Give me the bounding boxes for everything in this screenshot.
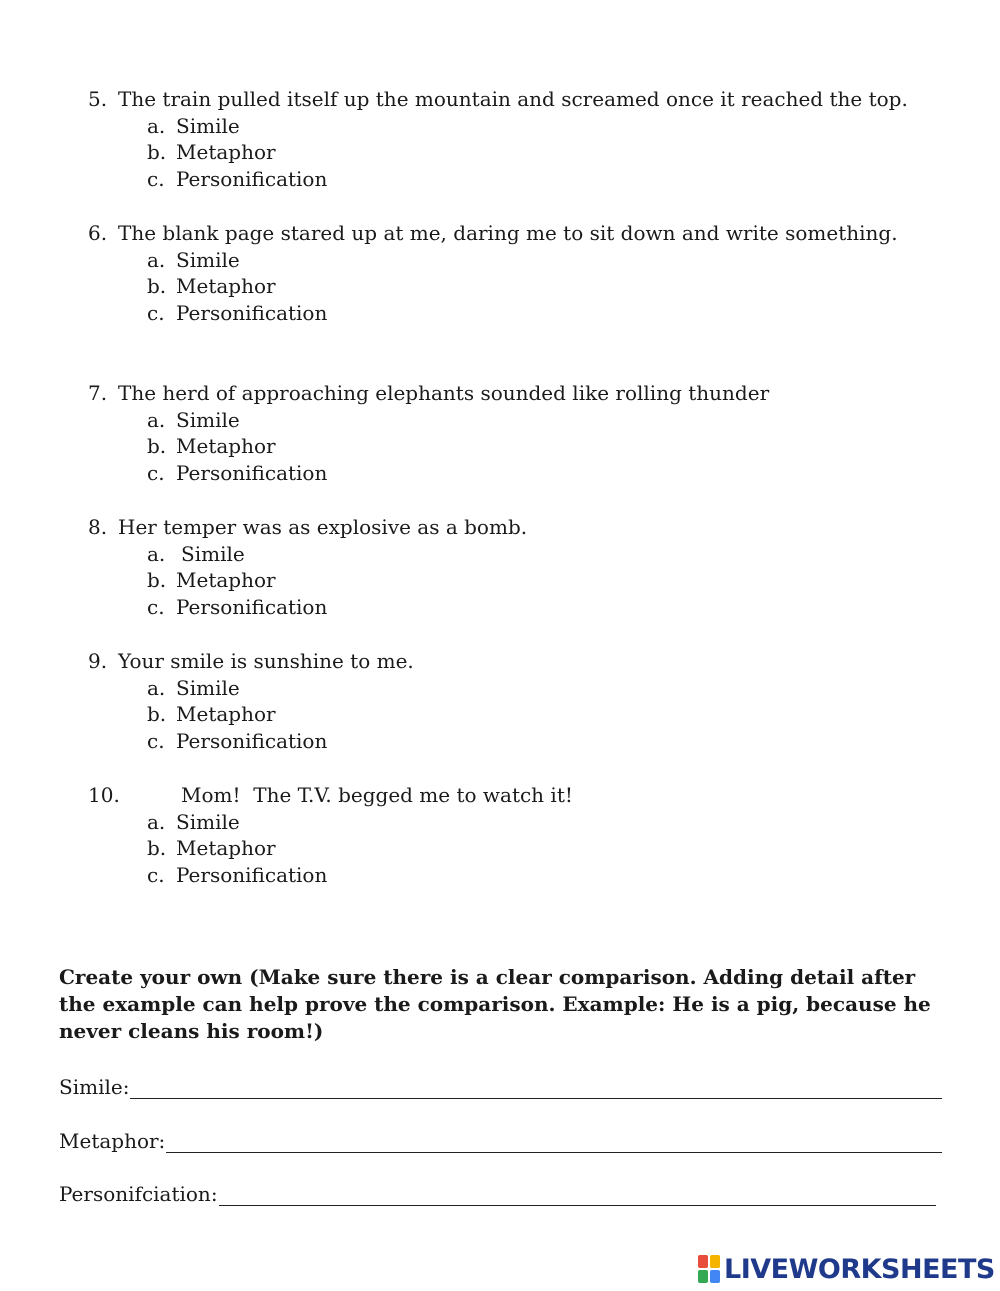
option-letter: b.: [147, 140, 167, 165]
option-label: Simile: [176, 113, 240, 138]
logo-text: LIVEWORKSHEETS: [724, 1253, 995, 1285]
option-letter: c.: [147, 167, 165, 192]
option-b[interactable]: [0, 701, 1000, 728]
option-a[interactable]: [0, 541, 1000, 568]
option-c[interactable]: [0, 300, 1000, 327]
option-label: Metaphor: [176, 274, 276, 299]
question-6: [0, 220, 1000, 327]
option-a[interactable]: [0, 809, 1000, 836]
option-label: Metaphor: [176, 568, 276, 593]
option-label: Metaphor: [176, 140, 276, 165]
option-b[interactable]: [0, 567, 1000, 594]
option-label: Metaphor: [176, 836, 276, 861]
option-letter: a.: [147, 541, 166, 566]
option-letter: c.: [147, 301, 165, 326]
question-7: [0, 380, 1000, 487]
option-c[interactable]: [0, 728, 1000, 755]
question-text: Her temper was as explosive as a bomb.: [118, 515, 528, 539]
option-c[interactable]: [0, 862, 1000, 889]
option-letter: b.: [147, 702, 167, 727]
option-letter: a.: [147, 675, 166, 700]
question-number: 9.: [88, 649, 108, 673]
option-c[interactable]: [0, 460, 1000, 487]
question-number: 8.: [88, 515, 108, 539]
metaphor-answer-row: [59, 1125, 942, 1153]
metaphor-label: Metaphor:: [59, 1129, 166, 1153]
question-10: [0, 782, 1000, 889]
option-a[interactable]: [0, 407, 1000, 434]
option-letter: c.: [147, 595, 165, 620]
option-c[interactable]: [0, 594, 1000, 621]
simile-answer-row: [59, 1071, 942, 1099]
option-label: Personification: [176, 863, 328, 888]
personification-answer-row: [59, 1178, 936, 1206]
option-a[interactable]: [0, 113, 1000, 140]
option-letter: b.: [147, 274, 167, 299]
option-b[interactable]: [0, 273, 1000, 300]
question-9: [0, 648, 1000, 755]
option-label: Simile: [176, 247, 240, 272]
option-letter: c.: [147, 461, 165, 486]
option-letter: c.: [147, 729, 165, 754]
question-text: Mom! The T.V. begged me to watch it!: [181, 783, 573, 807]
question-number: 10.: [88, 783, 120, 807]
option-b[interactable]: [0, 433, 1000, 460]
option-b[interactable]: [0, 139, 1000, 166]
simile-label: Simile:: [59, 1075, 130, 1099]
option-label: Personification: [176, 461, 328, 486]
option-letter: a.: [147, 809, 166, 834]
option-letter: a.: [147, 113, 166, 138]
personification-label: Personifciation:: [59, 1182, 218, 1206]
option-letter: a.: [147, 407, 166, 432]
metaphor-answer-input[interactable]: [166, 1132, 942, 1153]
create-instructions: Create your own (Make sure there is a clear comparison. Adding detail after the example can help prove the comparison. Example: He is a pig, because he never cleans his room!): [59, 965, 931, 1043]
option-letter: a.: [147, 247, 166, 272]
option-label: Personification: [176, 301, 328, 326]
question-text: Your smile is sunshine to me.: [118, 649, 414, 673]
option-label: Simile: [176, 407, 240, 432]
liveworksheets-logo-icon: [698, 1255, 720, 1283]
option-label: Simile: [176, 809, 240, 834]
question-number: 5.: [88, 87, 108, 111]
option-letter: b.: [147, 568, 167, 593]
liveworksheets-logo: [698, 1252, 995, 1286]
option-label: Personification: [176, 729, 328, 754]
question-number: 7.: [88, 381, 108, 405]
option-label: Personification: [176, 595, 328, 620]
option-a[interactable]: [0, 247, 1000, 274]
option-c[interactable]: [0, 166, 1000, 193]
option-label: Metaphor: [176, 702, 276, 727]
option-letter: b.: [147, 434, 167, 459]
question-5: [0, 86, 1000, 193]
question-8: [0, 514, 1000, 621]
option-label: Personification: [176, 167, 328, 192]
option-label: Simile: [181, 541, 245, 566]
option-b[interactable]: [0, 835, 1000, 862]
option-label: Metaphor: [176, 434, 276, 459]
option-a[interactable]: [0, 675, 1000, 702]
question-text: The train pulled itself up the mountain and screamed once it reached the top.: [118, 87, 908, 111]
personification-answer-input[interactable]: [219, 1185, 936, 1206]
option-letter: b.: [147, 836, 167, 861]
question-text: The blank page stared up at me, daring me to sit down and write something.: [118, 221, 898, 245]
question-text: The herd of approaching elephants sounded like rolling thunder: [118, 381, 770, 405]
option-letter: c.: [147, 863, 165, 888]
question-number: 6.: [88, 221, 108, 245]
simile-answer-input[interactable]: [130, 1078, 942, 1099]
option-label: Simile: [176, 675, 240, 700]
